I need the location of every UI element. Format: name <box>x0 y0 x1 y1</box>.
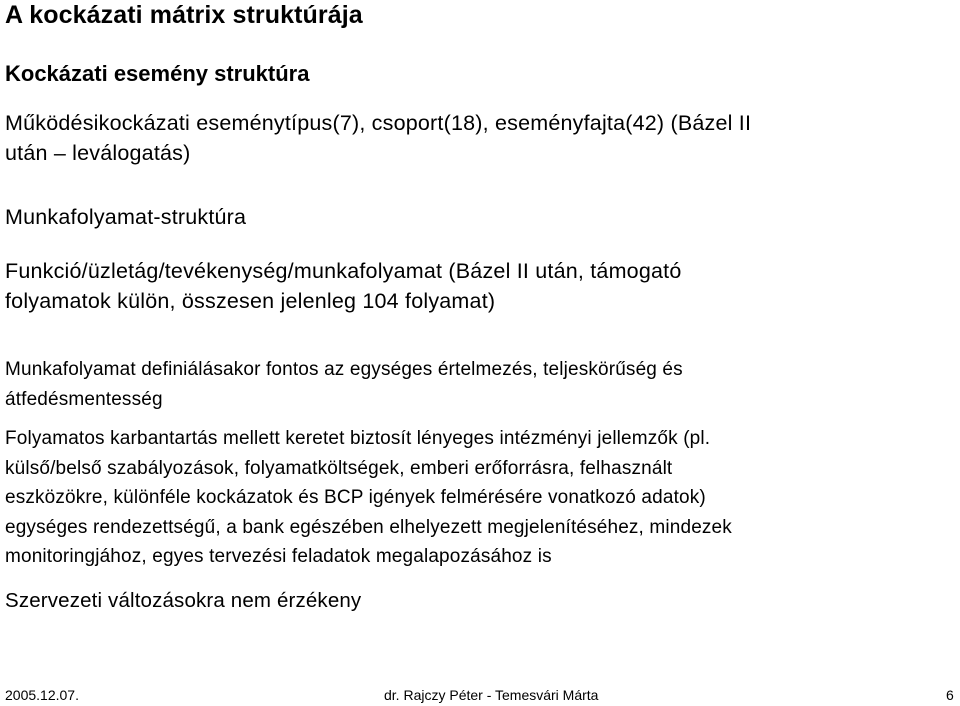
text-line: átfedésmentesség <box>5 388 163 410</box>
text-line: monitoringjához, egyes tervezési feladatok megalapozásához is <box>5 546 552 567</box>
text-line: Működésikockázati eseménytípus(7), csoport(18), eseményfajta(42) (Bázel II <box>5 111 752 135</box>
section-heading: Kockázati esemény struktúra <box>5 61 310 86</box>
paragraph-event-types <box>5 108 751 168</box>
paragraph-functions <box>5 256 681 316</box>
footer-date: 2005.12.07. <box>5 687 79 703</box>
text-line: Funkció/üzletág/tevékenység/munkafolyamat (Bázel II után, támogató <box>5 259 682 283</box>
paragraph-definition <box>5 355 683 414</box>
paragraph-maintenance <box>5 424 732 572</box>
text-line: után – leválogatás) <box>5 141 191 165</box>
text-line: egységes rendezettségű, a bank egészében elhelyezett megjelenítéséhez, mindezek <box>5 516 732 538</box>
slide-title: A kockázati mátrix struktúrája <box>5 1 363 29</box>
paragraph-organizational: Szervezeti változásokra nem érzékeny <box>5 589 362 612</box>
paragraph-workflow-structure: Munkafolyamat-struktúra <box>5 205 247 229</box>
text-line: külső/belső szabályozások, folyamatköltségek, emberi erőforrásra, felhasznált <box>5 457 673 479</box>
footer-page-number: 6 <box>946 687 954 703</box>
text-line: eszközökre, különféle kockázatok és BCP igények felmérésére vonatkozó adatok) <box>5 487 706 508</box>
text-line: folyamatok külön, összesen jelenleg 104 folyamat) <box>5 289 496 313</box>
text-line: Munkafolyamat definiálásakor fontos az egységes értelmezés, teljeskörűség és <box>5 359 683 380</box>
footer-author: dr. Rajczy Péter - Temesvári Márta <box>384 687 599 703</box>
text-line: Folyamatos karbantartás mellett keretet biztosít lényeges intézményi jellemzők (pl. <box>5 428 711 449</box>
